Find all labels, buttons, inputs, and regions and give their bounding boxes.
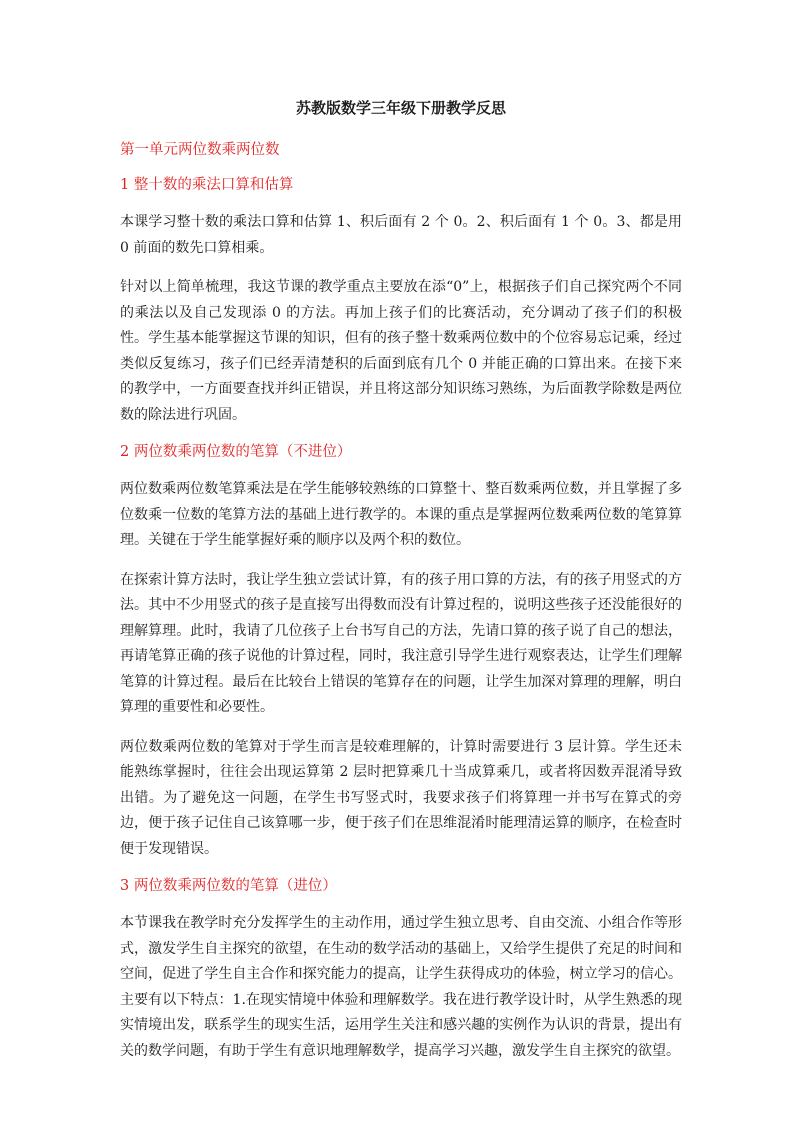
paragraph: 在探索计算方法时，我让学生独立尝试计算，有的孩子用口算的方法，有的孩子用竖式的方法。其中不少用竖式的孩子是直接写出得数而没有计算过程的，说明这些孩子还没能很好的理解算理。此时，我请了几位孩子上台书写自己的方法，先请口算的孩子说了自己的想法，再请笔算正确的孩子说他的计算过程，同时，我注意引导学生进行观察表达，让学生们理解笔算的计算过程。最后在比较台上错误的笔算存在的问题，让学生加深对算理的理解，明白算理的重要性和必要性。: [120, 571, 682, 715]
section-heading: 2 两位数乘两位数的笔算（不进位）: [120, 444, 352, 460]
document-title: 苏教版数学三年级下册教学反思: [295, 99, 506, 117]
paragraph: 本课学习整十数的乘法口算和估算 1、积后面有 2 个 0。2、积后面有 1 个 0。3、都是用 0 前面的数先口算相乘。: [120, 214, 682, 256]
section-1: [120, 175, 682, 428]
section-2: [120, 442, 682, 862]
unit-heading: 第一单元两位数乘两位数: [120, 142, 280, 158]
section-heading: 1 整十数的乘法口算和估算: [120, 177, 294, 193]
paragraph: 两位数乘两位数笔算乘法是在学生能够较熟练的口算整十、整百数乘两位数，并且掌握了多位数乘一位数的笔算方法的基础上进行教学的。本课的重点是掌握两位数乘两位数的笔算算理。关键在于学生能掌握好乘的顺序以及两个积的数位。: [120, 481, 682, 548]
section-3: [120, 876, 682, 1064]
paragraph: 本节课我在教学时充分发挥学生的主动作用，通过学生独立思考、自由交流、小组合作等形式，激发学生自主探究的欲望，在生动的数学活动的基础上，又给学生提供了充足的时间和空间，促进了学生自主合作和探究能力的提高，让学生获得成功的体验，树立学习的信心。主要有以下特点：1.在现实情境中体验和理解数学。我在进行教学设计时，从学生熟悉的现实情境出发，联系学生的现实生活，运用学生关注和感兴趣的实例作为认识的背景，提出有关的数学问题，有助于学生有意识地理解数学，提高学习兴趣，激发学生自主探究的欲望。: [120, 915, 682, 1059]
paragraph: 针对以上简单梳理，我这节课的教学重点主要放在添“0”上，根据孩子们自己探究两个不同的乘法以及自己发现添 0 的方法。再加上孩子们的比赛活动，充分调动了孩子们的积极性。学生基本能掌握这节课的知识，但有的孩子整十数乘两位数中的个位容易忘记乘，经过类似反复练习，孩子们已经弄清楚积的后面到底有几个 0 并能正确的口算出来。在接下来的教学中，一方面要查找并纠正错误，并且将这部分知识练习熟练，为后面教学除数是两位数的除法进行巩固。: [120, 279, 682, 423]
document-page: [120, 98, 682, 1078]
section-heading: 3 两位数乘两位数的笔算（进位）: [120, 878, 337, 894]
paragraph: 两位数乘两位数的笔算对于学生而言是较难理解的，计算时需要进行 3 层计算。学生还未能熟练掌握时，往往会出现运算第 2 层时把算乘几十当成算乘几，或者将因数弄混淆导致出错。为了避免这一问题，在学生书写竖式时，我要求孩子们将算理一并书写在算式的旁边，便于孩子记住自己该算哪一步，便于孩子们在思维混淆时能理清运算的顺序，在检查时便于发现错误。: [120, 738, 682, 857]
